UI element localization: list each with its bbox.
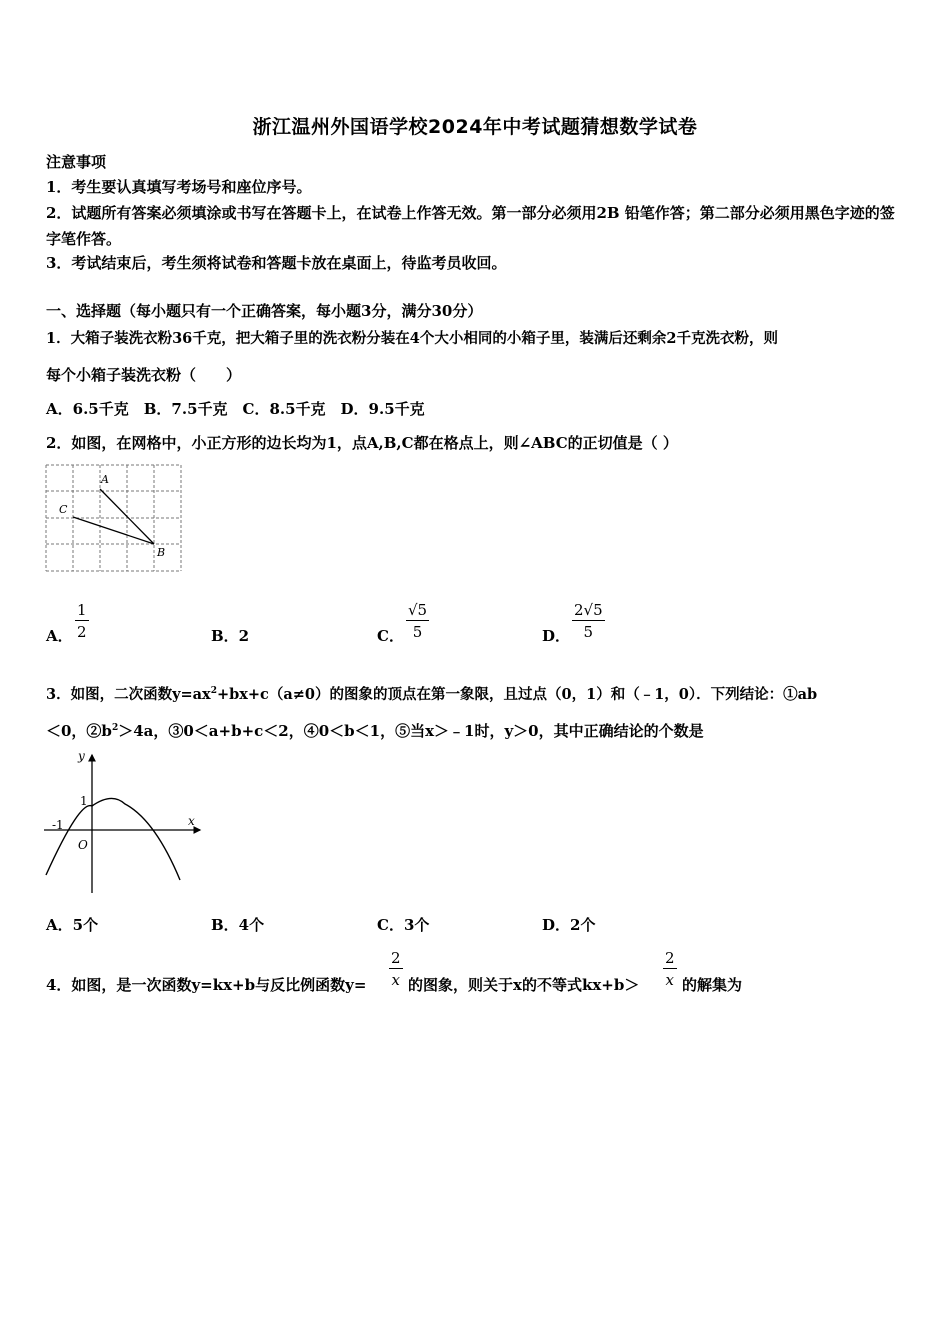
parabola-curve [46, 798, 180, 880]
section-heading: 一、选择题（每小题只有一个正确答案，每小题3分，满分30分） [46, 302, 483, 320]
q3-line1-part-b: +bx+c（a≠0）的图象的顶点在第一象限，且过点（0，1）和（﹣1，0）．下列结论：①ab [216, 686, 818, 703]
q3-line1-superscript: 2 [210, 686, 217, 697]
fraction-numerator: 2 [665, 949, 675, 967]
q2-option-d: D． [542, 627, 571, 645]
q3-line2-part-a: ＜0，②b [46, 722, 112, 740]
notice-item-3: 3．考试结束后，考生须将试卷和答题卡放在桌面上，待监考员收回。 [46, 254, 507, 272]
fraction-denominator: 5 [412, 623, 423, 641]
y-axis-label: y [78, 749, 85, 763]
q2-option-b: B．2 [211, 627, 250, 645]
fraction-denominator: 2 [77, 623, 87, 641]
question-4-part-2: 的图象，则关于x的不等式kx+b＞ [408, 976, 640, 994]
notice-item-2: 2．试题所有答案必须填涂或书写在答题卡上，在试卷上作答无效。第一部分必须用2B 铅笔作答；第二部分必须用黑色字迹的签字笔作答。 [46, 204, 895, 248]
triangle-lines [73, 489, 154, 544]
q2-option-c-fraction [406, 601, 429, 641]
question-3-line-1 [46, 683, 817, 704]
point-b-label: B [157, 546, 166, 559]
fraction-denominator: x [665, 971, 674, 989]
q3-line2-part-b: ＞4a，③0＜a+b+c＜2，④0＜b＜1，⑤当x＞﹣1时，y＞0，其中正确结论的个数是 [118, 722, 704, 740]
tick-label-neg-one: -1 [52, 818, 64, 832]
question-1-line-2: 每个小箱子装洗衣粉（ ） [46, 366, 242, 384]
fraction-numerator: 2√5 [574, 601, 603, 619]
question-3-line-2 [46, 720, 704, 741]
q3-line2-superscript: 2 [111, 723, 119, 733]
q3-option-c: C．3个 [377, 916, 430, 934]
notice-item-1: 1．考生要认真填写考场号和座位序号。 [46, 178, 312, 196]
page-title: 浙江温州外国语学校2024年中考试题猜想数学试卷 [252, 116, 698, 138]
fraction-numerator: √5 [408, 601, 428, 619]
origin-label: O [78, 838, 88, 852]
q4-fraction-1 [389, 949, 403, 989]
fraction-numerator: 1 [77, 601, 87, 619]
q2-option-a: A． [46, 627, 73, 645]
q2-option-a-fraction [75, 601, 89, 641]
grid-figure [44, 462, 186, 574]
fraction-denominator: x [391, 971, 400, 989]
q3-line1-part-a: 3．如图，二次函数y=ax [46, 686, 211, 703]
q2-option-d-fraction [572, 601, 605, 641]
q3-option-a: A．5个 [46, 916, 99, 934]
question-4-part-3: 的解集为 [682, 976, 743, 994]
question-2-text: 2．如图，在网格中，小正方形的边长均为1，点A,B,C都在格点上，则∠ABC的正切值是（ ） [46, 434, 678, 452]
q3-option-d: D．2个 [542, 916, 596, 934]
q3-option-b: B．4个 [211, 916, 265, 934]
fraction-numerator: 2 [391, 949, 401, 967]
point-c-label: C [59, 503, 68, 516]
tick-label-one: 1 [80, 794, 88, 808]
segment-cb [73, 517, 154, 544]
question-1-options: A．6.5千克 B．7.5千克 C．8.5千克 D．9.5千克 [46, 400, 425, 418]
x-axis-label: x [188, 814, 195, 828]
notice-heading: 注意事项 [46, 153, 107, 171]
question-1-line-1: 1．大箱子装洗衣粉36千克，把大箱子里的洗衣粉分装在4个大小相同的小箱子里，装满后还剩余2千克洗衣粉，则 [46, 330, 778, 347]
q2-option-c: C． [377, 627, 404, 645]
point-a-label: A [101, 473, 109, 486]
fraction-denominator: 5 [583, 623, 594, 641]
parabola-figure [40, 745, 205, 897]
q4-fraction-2 [663, 949, 677, 989]
question-4-part-1: 4．如图，是一次函数y=kx+b与反比例函数y= [46, 976, 367, 994]
